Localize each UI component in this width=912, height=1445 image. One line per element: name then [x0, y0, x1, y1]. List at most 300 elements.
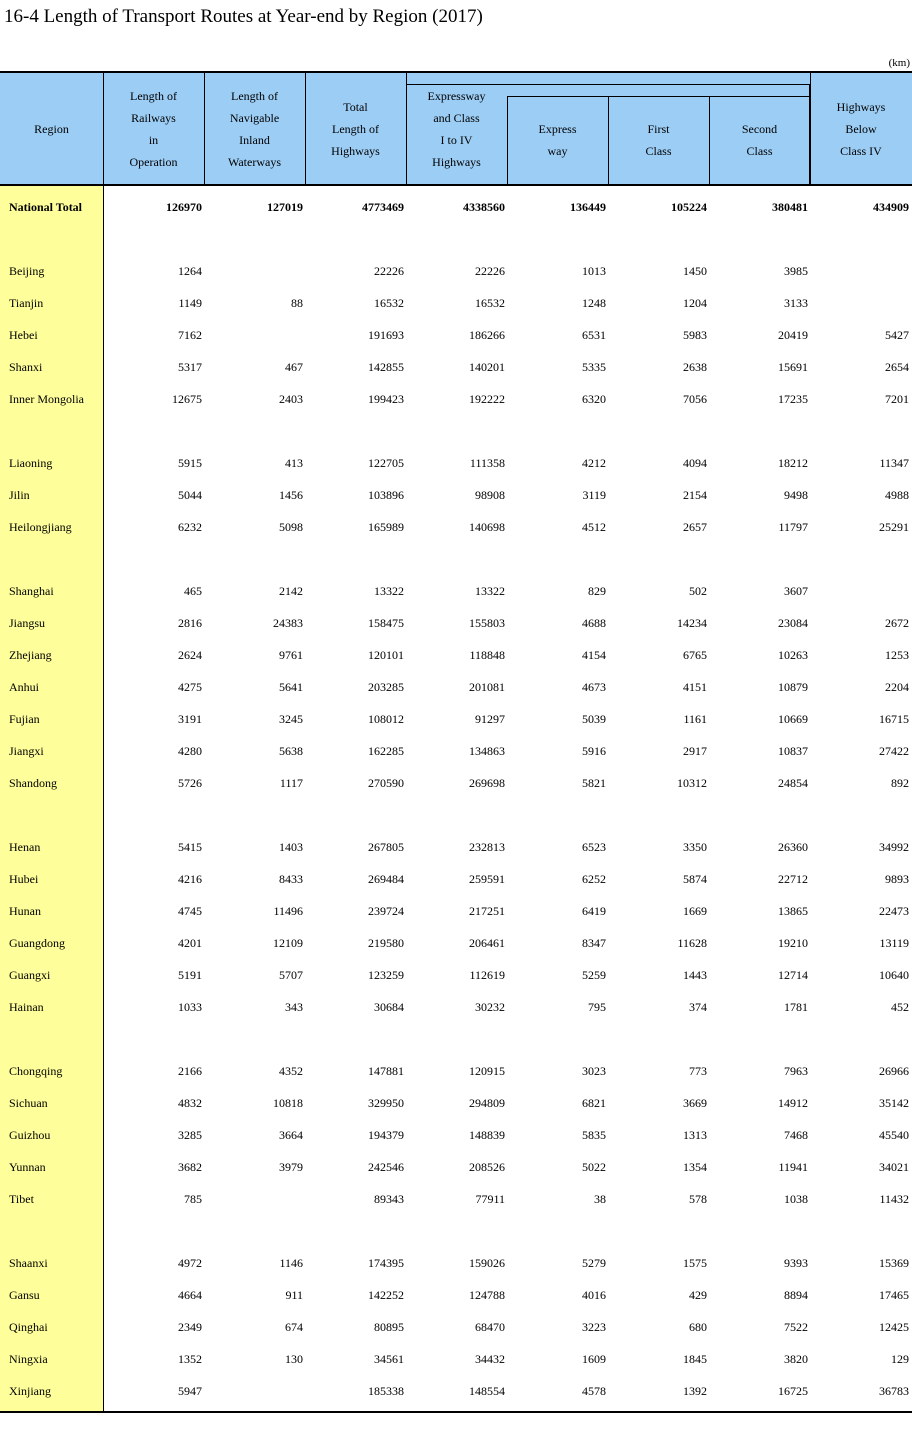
table-row — [0, 991, 912, 1023]
region-name: Shanxi — [9, 360, 43, 374]
table-row — [0, 511, 912, 543]
column-header-label: Length of Railways in Operation — [129, 88, 178, 169]
value-cell: 192222 — [469, 392, 505, 406]
value-cell: 9761 — [279, 648, 303, 662]
region-name: Anhui — [9, 680, 39, 694]
value-cell: 502 — [689, 584, 707, 598]
column-header — [0, 73, 103, 184]
value-cell: 11941 — [778, 1160, 808, 1174]
table-row — [0, 575, 912, 607]
value-cell: 126970 — [166, 200, 202, 214]
column-divider — [103, 73, 104, 1411]
table-row — [0, 255, 912, 287]
value-cell: 1313 — [683, 1128, 707, 1142]
value-cell: 16715 — [879, 712, 909, 726]
value-cell: 2657 — [683, 520, 707, 534]
value-cell: 27422 — [879, 744, 909, 758]
region-name: Shaanxi — [9, 1256, 48, 1270]
value-cell: 36783 — [879, 1384, 909, 1398]
value-cell: 4154 — [582, 648, 606, 662]
table-row — [0, 639, 912, 671]
region-name: Heilongjiang — [9, 520, 72, 534]
value-cell: 1033 — [178, 1000, 202, 1014]
value-cell: 8347 — [582, 936, 606, 950]
value-cell: 270590 — [368, 776, 404, 790]
value-cell: 15369 — [879, 1256, 909, 1270]
value-cell: 18212 — [778, 456, 808, 470]
value-cell: 892 — [891, 776, 909, 790]
region-name: Tibet — [9, 1192, 34, 1206]
value-cell: 1352 — [178, 1352, 202, 1366]
value-cell: 5821 — [582, 776, 606, 790]
table-row — [0, 383, 912, 415]
region-name: Hebei — [9, 328, 38, 342]
value-cell: 2403 — [279, 392, 303, 406]
value-cell: 203285 — [368, 680, 404, 694]
value-cell: 7201 — [885, 392, 909, 406]
region-name: Chongqing — [9, 1064, 63, 1078]
value-cell: 88 — [291, 296, 303, 310]
value-cell: 5279 — [582, 1256, 606, 1270]
value-cell: 142855 — [368, 360, 404, 374]
value-cell: 13322 — [475, 584, 505, 598]
value-cell: 45540 — [879, 1128, 909, 1142]
region-name: Hunan — [9, 904, 41, 918]
table-title: 16-4 Length of Transport Routes at Year-end by Region (2017) — [4, 6, 483, 27]
value-cell: 2166 — [178, 1064, 202, 1078]
value-cell: 1117 — [279, 776, 303, 790]
value-cell: 111358 — [469, 456, 505, 470]
value-cell: 136449 — [570, 200, 606, 214]
value-cell: 11797 — [778, 520, 808, 534]
region-name: Guangdong — [9, 936, 65, 950]
value-cell: 148554 — [469, 1384, 505, 1398]
value-cell: 4988 — [885, 488, 909, 502]
value-cell: 15691 — [778, 360, 808, 374]
rule-line — [0, 71, 912, 73]
value-cell: 911 — [285, 1288, 303, 1302]
value-cell: 9893 — [885, 872, 909, 886]
value-cell: 10263 — [778, 648, 808, 662]
value-cell: 11628 — [677, 936, 707, 950]
value-cell: 4275 — [178, 680, 202, 694]
table-row — [0, 1151, 912, 1183]
value-cell: 1403 — [279, 840, 303, 854]
value-cell: 219580 — [368, 936, 404, 950]
region-name: Henan — [9, 840, 41, 854]
column-header — [709, 96, 810, 184]
column-header-label: Express way — [538, 122, 577, 158]
value-cell: 4512 — [582, 520, 606, 534]
value-cell: 795 — [588, 1000, 606, 1014]
value-cell: 129 — [891, 1352, 909, 1366]
value-cell: 8894 — [784, 1288, 808, 1302]
value-cell: 2204 — [885, 680, 909, 694]
value-cell: 3979 — [279, 1160, 303, 1174]
value-cell: 6232 — [178, 520, 202, 534]
value-cell: 5415 — [178, 840, 202, 854]
region-name: Sichuan — [9, 1096, 48, 1110]
column-divider — [608, 96, 609, 184]
value-cell: 5835 — [582, 1128, 606, 1142]
value-cell: 1575 — [683, 1256, 707, 1270]
value-cell: 6821 — [582, 1096, 606, 1110]
table-row — [0, 319, 912, 351]
region-name: Beijing — [9, 264, 45, 278]
region-name: National Total — [9, 200, 83, 214]
value-cell: 294809 — [469, 1096, 505, 1110]
column-header — [406, 73, 507, 184]
value-cell: 142252 — [368, 1288, 404, 1302]
value-cell: 134863 — [469, 744, 505, 758]
region-name: Hubei — [9, 872, 39, 886]
value-cell: 11432 — [879, 1192, 909, 1206]
value-cell: 6523 — [582, 840, 606, 854]
value-cell: 77911 — [475, 1192, 505, 1206]
value-cell: 25291 — [879, 520, 909, 534]
value-cell: 24383 — [273, 616, 303, 630]
value-cell: 140698 — [469, 520, 505, 534]
value-cell: 191693 — [368, 328, 404, 342]
table-row — [0, 287, 912, 319]
value-cell: 185338 — [368, 1384, 404, 1398]
table-row — [0, 735, 912, 767]
value-cell: 3023 — [582, 1064, 606, 1078]
value-cell: 10669 — [778, 712, 808, 726]
column-divider — [204, 73, 205, 184]
value-cell: 13322 — [374, 584, 404, 598]
value-cell: 1609 — [582, 1352, 606, 1366]
region-name: Jiangxi — [9, 744, 44, 758]
value-cell: 4280 — [178, 744, 202, 758]
value-cell: 162285 — [368, 744, 404, 758]
table-row — [0, 1087, 912, 1119]
column-divider — [809, 84, 810, 184]
value-cell: 155803 — [469, 616, 505, 630]
value-cell: 105224 — [671, 200, 707, 214]
column-header-label: Second Class — [741, 122, 778, 158]
region-name: Liaoning — [9, 456, 53, 470]
value-cell: 5098 — [279, 520, 303, 534]
value-cell: 269484 — [368, 872, 404, 886]
value-cell: 5638 — [279, 744, 303, 758]
value-cell: 5707 — [279, 968, 303, 982]
table-row — [0, 479, 912, 511]
value-cell: 1781 — [784, 1000, 808, 1014]
value-cell: 5259 — [582, 968, 606, 982]
value-cell: 3223 — [582, 1320, 606, 1334]
value-cell: 147881 — [368, 1064, 404, 1078]
column-header-label: Highways Below Class IV — [836, 99, 886, 158]
value-cell: 4216 — [178, 872, 202, 886]
value-cell: 148839 — [469, 1128, 505, 1142]
table-row — [0, 1343, 912, 1375]
value-cell: 452 — [891, 1000, 909, 1014]
column-header — [810, 73, 912, 184]
value-cell: 14234 — [677, 616, 707, 630]
value-cell: 13119 — [879, 936, 909, 950]
value-cell: 16532 — [475, 296, 505, 310]
table-row — [0, 863, 912, 895]
value-cell: 206461 — [469, 936, 505, 950]
value-cell: 17235 — [778, 392, 808, 406]
value-cell: 429 — [689, 1288, 707, 1302]
value-cell: 91297 — [475, 712, 505, 726]
value-cell: 5916 — [582, 744, 606, 758]
value-cell: 829 — [588, 584, 606, 598]
value-cell: 674 — [285, 1320, 303, 1334]
value-cell: 159026 — [469, 1256, 505, 1270]
column-divider — [709, 96, 710, 184]
value-cell: 1456 — [279, 488, 303, 502]
value-cell: 19210 — [778, 936, 808, 950]
value-cell: 1354 — [683, 1160, 707, 1174]
value-cell: 4773469 — [362, 200, 404, 214]
value-cell: 7963 — [784, 1064, 808, 1078]
column-header — [204, 73, 305, 184]
value-cell: 2349 — [178, 1320, 202, 1334]
value-cell: 6252 — [582, 872, 606, 886]
table-row — [0, 831, 912, 863]
value-cell: 89343 — [374, 1192, 404, 1206]
value-cell: 232813 — [469, 840, 505, 854]
value-cell: 5874 — [683, 872, 707, 886]
value-cell: 1013 — [582, 264, 606, 278]
value-cell: 23084 — [778, 616, 808, 630]
value-cell: 267805 — [368, 840, 404, 854]
value-cell: 118848 — [469, 648, 505, 662]
value-cell: 434909 — [873, 200, 909, 214]
value-cell: 242546 — [368, 1160, 404, 1174]
value-cell: 127019 — [267, 200, 303, 214]
value-cell: 329950 — [368, 1096, 404, 1110]
value-cell: 6765 — [683, 648, 707, 662]
table-row — [0, 1311, 912, 1343]
value-cell: 1845 — [683, 1352, 707, 1366]
region-name: Hainan — [9, 1000, 44, 1014]
value-cell: 2624 — [178, 648, 202, 662]
value-cell: 186266 — [469, 328, 505, 342]
value-cell: 6531 — [582, 328, 606, 342]
table-row — [0, 895, 912, 927]
value-cell: 3350 — [683, 840, 707, 854]
value-cell: 773 — [689, 1064, 707, 1078]
value-cell: 122705 — [368, 456, 404, 470]
value-cell: 4201 — [178, 936, 202, 950]
value-cell: 4016 — [582, 1288, 606, 1302]
value-cell: 3985 — [784, 264, 808, 278]
value-cell: 120101 — [368, 648, 404, 662]
value-cell: 17465 — [879, 1288, 909, 1302]
region-name: Zhejiang — [9, 648, 52, 662]
value-cell: 120915 — [469, 1064, 505, 1078]
column-header — [103, 73, 204, 184]
value-cell: 38 — [594, 1192, 606, 1206]
value-cell: 2816 — [178, 616, 202, 630]
value-cell: 7056 — [683, 392, 707, 406]
table-row — [0, 1247, 912, 1279]
value-cell: 4664 — [178, 1288, 202, 1302]
column-header-label: First Class — [645, 122, 672, 158]
region-name: Gansu — [9, 1288, 40, 1302]
value-cell: 22226 — [475, 264, 505, 278]
region-name: Ningxia — [9, 1352, 48, 1366]
value-cell: 7162 — [178, 328, 202, 342]
value-cell: 11496 — [273, 904, 303, 918]
value-cell: 3820 — [784, 1352, 808, 1366]
value-cell: 1204 — [683, 296, 707, 310]
value-cell: 4688 — [582, 616, 606, 630]
value-cell: 5044 — [178, 488, 202, 502]
value-cell: 22712 — [778, 872, 808, 886]
value-cell: 4212 — [582, 456, 606, 470]
value-cell: 10837 — [778, 744, 808, 758]
value-cell: 1161 — [683, 712, 707, 726]
rule-line — [0, 1411, 912, 1413]
rule-line — [0, 184, 912, 186]
value-cell: 5191 — [178, 968, 202, 982]
value-cell: 3133 — [784, 296, 808, 310]
value-cell: 380481 — [772, 200, 808, 214]
value-cell: 4972 — [178, 1256, 202, 1270]
value-cell: 1253 — [885, 648, 909, 662]
region-name: Tianjin — [9, 296, 44, 310]
value-cell: 1392 — [683, 1384, 707, 1398]
region-name: Qinghai — [9, 1320, 48, 1334]
value-cell: 4673 — [582, 680, 606, 694]
table-row — [0, 671, 912, 703]
value-cell: 5039 — [582, 712, 606, 726]
value-cell: 4151 — [683, 680, 707, 694]
value-cell: 24854 — [778, 776, 808, 790]
value-cell: 165989 — [368, 520, 404, 534]
value-cell: 5641 — [279, 680, 303, 694]
value-cell: 7468 — [784, 1128, 808, 1142]
table-row — [0, 1375, 912, 1407]
value-cell: 3669 — [683, 1096, 707, 1110]
value-cell: 130 — [285, 1352, 303, 1366]
column-header-label: Expressway and Class I to IV Highways — [427, 88, 486, 169]
value-cell: 785 — [184, 1192, 202, 1206]
unit-label: (km) — [888, 57, 910, 69]
table-row — [0, 703, 912, 735]
column-divider — [810, 73, 811, 184]
value-cell: 12714 — [778, 968, 808, 982]
region-name: Guangxi — [9, 968, 51, 982]
region-name: Jilin — [9, 488, 30, 502]
value-cell: 30232 — [475, 1000, 505, 1014]
value-cell: 3682 — [178, 1160, 202, 1174]
value-cell: 5947 — [178, 1384, 202, 1398]
value-cell: 34021 — [879, 1160, 909, 1174]
value-cell: 14912 — [778, 1096, 808, 1110]
value-cell: 22473 — [879, 904, 909, 918]
value-cell: 2638 — [683, 360, 707, 374]
total-row — [0, 191, 912, 223]
table-row — [0, 1055, 912, 1087]
value-cell: 5022 — [582, 1160, 606, 1174]
column-header — [305, 73, 406, 184]
region-name: Xinjiang — [9, 1384, 51, 1398]
value-cell: 7522 — [784, 1320, 808, 1334]
table-row — [0, 1279, 912, 1311]
value-cell: 16725 — [778, 1384, 808, 1398]
value-cell: 1149 — [178, 296, 202, 310]
value-cell: 1669 — [683, 904, 707, 918]
value-cell: 1146 — [279, 1256, 303, 1270]
value-cell: 5726 — [178, 776, 202, 790]
column-divider — [406, 73, 407, 184]
value-cell: 103896 — [368, 488, 404, 502]
value-cell: 4745 — [178, 904, 202, 918]
column-header — [507, 96, 608, 184]
value-cell: 26360 — [778, 840, 808, 854]
column-divider — [507, 96, 508, 184]
region-name: Fujian — [9, 712, 40, 726]
value-cell: 4094 — [683, 456, 707, 470]
value-cell: 343 — [285, 1000, 303, 1014]
table-row — [0, 607, 912, 639]
value-cell: 34432 — [475, 1352, 505, 1366]
value-cell: 3285 — [178, 1128, 202, 1142]
value-cell: 12425 — [879, 1320, 909, 1334]
value-cell: 1038 — [784, 1192, 808, 1206]
column-header-label: Region — [34, 121, 69, 136]
value-cell: 68470 — [475, 1320, 505, 1334]
value-cell: 140201 — [469, 360, 505, 374]
value-cell: 9393 — [784, 1256, 808, 1270]
value-cell: 5983 — [683, 328, 707, 342]
rule-line — [507, 96, 809, 97]
value-cell: 80895 — [374, 1320, 404, 1334]
value-cell: 174395 — [368, 1256, 404, 1270]
value-cell: 194379 — [368, 1128, 404, 1142]
value-cell: 2154 — [683, 488, 707, 502]
value-cell: 3245 — [279, 712, 303, 726]
value-cell: 6320 — [582, 392, 606, 406]
region-name: Yunnan — [9, 1160, 46, 1174]
value-cell: 98908 — [475, 488, 505, 502]
column-header-label: Length of Navigable Inland Waterways — [227, 88, 281, 169]
value-cell: 34992 — [879, 840, 909, 854]
value-cell: 3119 — [582, 488, 606, 502]
value-cell: 199423 — [368, 392, 404, 406]
value-cell: 259591 — [469, 872, 505, 886]
value-cell: 208526 — [469, 1160, 505, 1174]
region-name: Shandong — [9, 776, 57, 790]
value-cell: 5317 — [178, 360, 202, 374]
value-cell: 4352 — [279, 1064, 303, 1078]
value-cell: 10640 — [879, 968, 909, 982]
table-row — [0, 1183, 912, 1215]
value-cell: 112619 — [469, 968, 505, 982]
value-cell: 9498 — [784, 488, 808, 502]
value-cell: 1248 — [582, 296, 606, 310]
value-cell: 1450 — [683, 264, 707, 278]
value-cell: 201081 — [469, 680, 505, 694]
value-cell: 3191 — [178, 712, 202, 726]
value-cell: 108012 — [368, 712, 404, 726]
value-cell: 239724 — [368, 904, 404, 918]
value-cell: 2672 — [885, 616, 909, 630]
value-cell: 413 — [285, 456, 303, 470]
table-row — [0, 959, 912, 991]
value-cell: 22226 — [374, 264, 404, 278]
value-cell: 10312 — [677, 776, 707, 790]
value-cell: 158475 — [368, 616, 404, 630]
value-cell: 16532 — [374, 296, 404, 310]
rule-line — [406, 84, 810, 85]
